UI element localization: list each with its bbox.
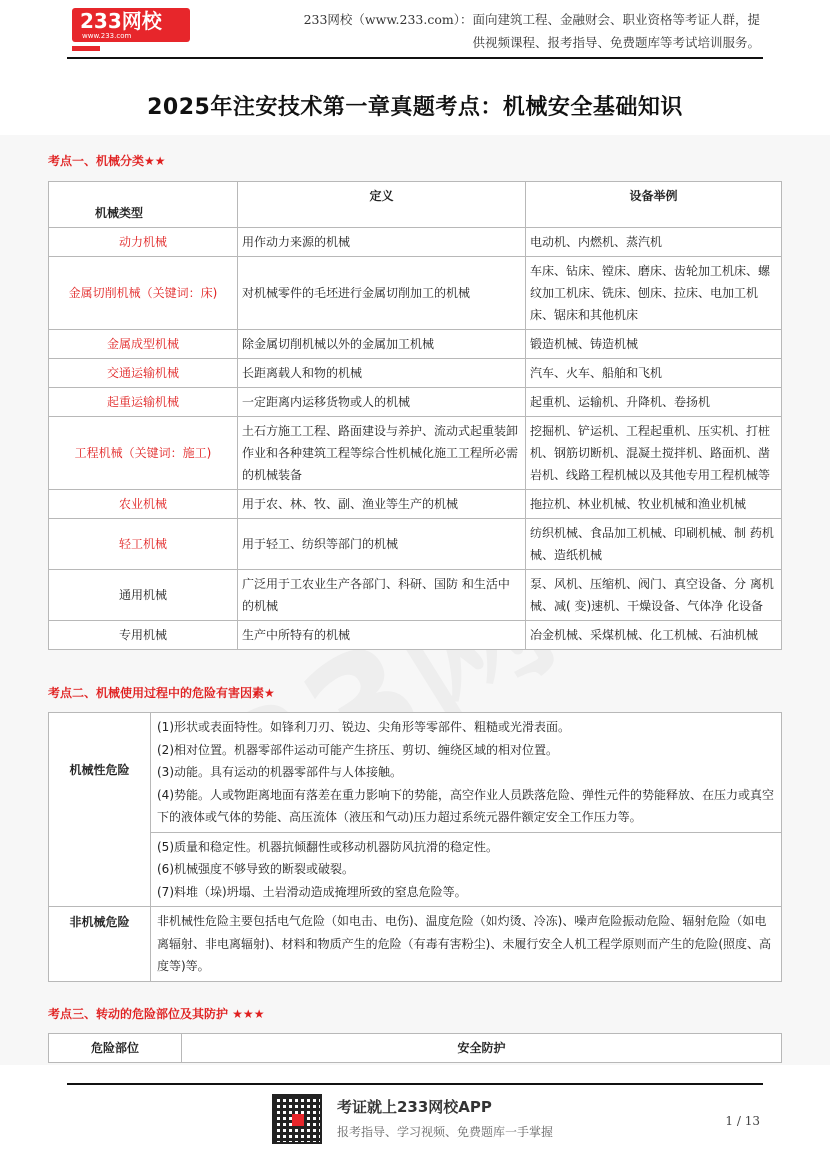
page-header	[0, 0, 830, 135]
table-header-row	[49, 1034, 782, 1063]
machine-type: 农业机械	[49, 490, 238, 519]
header-description	[280, 8, 760, 54]
machine-examples: 汽车、火车、船舶和飞机	[526, 359, 782, 388]
logo-url: www.233.com	[82, 32, 132, 40]
non-mechanical-hazard-text: 非机械性危险主要包括电气危险（如电击、电伤)、温度危险（如灼烫、冷冻)、噪声危险振动危险、辐射危险（如电离辐射、非电离辐射)、材料和物质产生的危险（有毒有害粉尘)、未履行安全人机工程学原则而产生的危险(照度、高度等)等。	[151, 907, 782, 982]
table-row	[49, 570, 782, 621]
table-row	[49, 228, 782, 257]
list-item: (5)质量和稳定性。机器抗倾翻性或移动机器防风抗滑的稳定性。	[157, 839, 499, 854]
site-logo[interactable]	[72, 8, 202, 46]
header-machine-type: 机械类型	[49, 182, 238, 228]
header-line-1: 233网校（www.233.com）：面向建筑工程、金融财会、职业资格等考证人群，提	[303, 12, 760, 27]
machine-definition: 生产中所特有的机械	[238, 621, 526, 650]
logo-text: 233网校	[72, 8, 190, 42]
table-row	[49, 490, 782, 519]
header-line-2: 供视频课程、报考指导、免费题库等考试培训服务。	[472, 35, 760, 50]
document-body	[0, 135, 830, 1065]
machine-examples: 冶金机械、采煤机械、化工机械、石油机械	[526, 621, 782, 650]
table-row	[49, 713, 782, 833]
machine-examples: 纺织机械、食品加工机械、印刷机械、制 药机械、造纸机械	[526, 519, 782, 570]
logo-accent-bar	[72, 46, 100, 51]
mechanical-hazard-label: 机械性危险	[49, 713, 151, 907]
header-danger-part: 危险部位	[49, 1034, 182, 1063]
section1-title: 考点一、机械分类★★	[48, 154, 166, 168]
table-row	[49, 388, 782, 417]
machine-definition: 土石方施工工程、路面建设与养护、流动式起重装卸作业和各种建筑工程等综合性机械化施工工程所必需的机械装备	[238, 417, 526, 490]
header-definition: 定义	[238, 182, 526, 228]
machine-type: 动力机械	[49, 228, 238, 257]
machine-definition: 广泛用于工农业生产各部门、科研、国防 和生活中的机械	[238, 570, 526, 621]
section2-title: 考点二、机械使用过程中的危险有害因素★	[48, 686, 275, 700]
footer-app-promo: 考证就上233网校APP	[337, 1098, 492, 1116]
machine-definition: 用于农、林、牧、副、渔业等生产的机械	[238, 490, 526, 519]
table-row	[49, 257, 782, 330]
list-item: (4)势能。人或物距离地面有落差在重力影响下的势能，高空作业人员跌落危险、弹性元件的势能释放、在压力或真空下的液体或气体的势能、高压流体（液压和气动)压力超过系统元器件额定安全工作压力等。	[157, 787, 775, 824]
table-row	[49, 359, 782, 388]
mechanical-hazard-items-a	[151, 713, 782, 833]
table-row	[49, 417, 782, 490]
machine-examples: 起重机、运输机、升降机、卷扬机	[526, 388, 782, 417]
machine-type: 金属切削机械（关键词：床)	[49, 257, 238, 330]
machine-examples: 电动机、内燃机、蒸汽机	[526, 228, 782, 257]
qr-code-icon[interactable]	[272, 1094, 322, 1144]
machine-definition: 用作动力来源的机械	[238, 228, 526, 257]
list-item: (6)机械强度不够导致的断裂或破裂。	[157, 862, 354, 876]
section3-title: 考点三、转动的危险部位及其防护 ★★★	[48, 1007, 265, 1021]
footer-divider	[67, 1083, 763, 1085]
machine-definition: 长距离载人和物的机械	[238, 359, 526, 388]
machine-type: 通用机械	[49, 570, 238, 621]
table-row	[49, 621, 782, 650]
machine-type: 专用机械	[49, 621, 238, 650]
machine-type: 轻工机械	[49, 519, 238, 570]
list-item: (7)料堆（垛)坍塌、土岩滑动造成掩埋所致的窒息危险等。	[157, 884, 467, 899]
machine-definition: 用于轻工、纺织等部门的机械	[238, 519, 526, 570]
list-item: (1)形状或表面特性。如锋利刀刃、锐边、尖角形等零部件、粗糙或光滑表面。	[157, 720, 571, 734]
machine-examples: 锻造机械、铸造机械	[526, 330, 782, 359]
rotation-hazard-table	[48, 1033, 782, 1063]
table-header-row	[49, 182, 782, 228]
table-row	[49, 907, 782, 982]
list-item: (2)相对位置。机器零部件运动可能产生挤压、剪切、缠绕区域的相对位置。	[157, 742, 559, 757]
page-footer	[0, 1065, 830, 1175]
machine-definition: 一定距离内运移货物或人的机械	[238, 388, 526, 417]
machine-classification-table	[48, 181, 782, 650]
header-safety-protection: 安全防护	[182, 1034, 782, 1063]
table-row	[49, 330, 782, 359]
machine-type: 金属成型机械	[49, 330, 238, 359]
machine-type: 起重运输机械	[49, 388, 238, 417]
machine-definition: 对机械零件的毛坯进行金属切削加工的机械	[238, 257, 526, 330]
mechanical-hazard-items-b	[151, 832, 782, 907]
qr-logo	[292, 1114, 304, 1126]
page-number: 1 / 13	[725, 1114, 760, 1128]
machine-examples: 拖拉机、林业机械、牧业机械和渔业机械	[526, 490, 782, 519]
non-mechanical-hazard-label: 非机械危险	[49, 907, 151, 982]
table-row	[49, 832, 782, 907]
machine-examples: 车床、钻床、镗床、磨床、齿轮加工机床、螺纹加工机床、铣床、刨床、拉床、电加工机床、锯床和其他机床	[526, 257, 782, 330]
table-row	[49, 519, 782, 570]
machine-examples: 挖掘机、铲运机、工程起重机、压实机、打桩机、钢筋切断机、混凝土搅拌机、路面机、凿岩机、线路工程机械以及其他专用工程机械等	[526, 417, 782, 490]
machine-type: 工程机械（关键词：施工)	[49, 417, 238, 490]
page-title: 2025年注安技术第一章真题考点：机械安全基础知识	[147, 95, 683, 120]
machine-examples: 泵、风机、压缩机、阀门、真空设备、分 离机械、减( 变)速机、干燥设备、气体净 化设备	[526, 570, 782, 621]
hazard-factors-table	[48, 712, 782, 982]
header-divider	[67, 57, 763, 59]
machine-definition: 除金属切削机械以外的金属加工机械	[238, 330, 526, 359]
machine-type: 交通运输机械	[49, 359, 238, 388]
list-item: (3)动能。具有运动的机器零部件与人体接触。	[157, 765, 402, 779]
footer-subtitle: 报考指导、学习视频、免费题库一手掌握	[337, 1125, 554, 1139]
header-examples: 设备举例	[526, 182, 782, 228]
